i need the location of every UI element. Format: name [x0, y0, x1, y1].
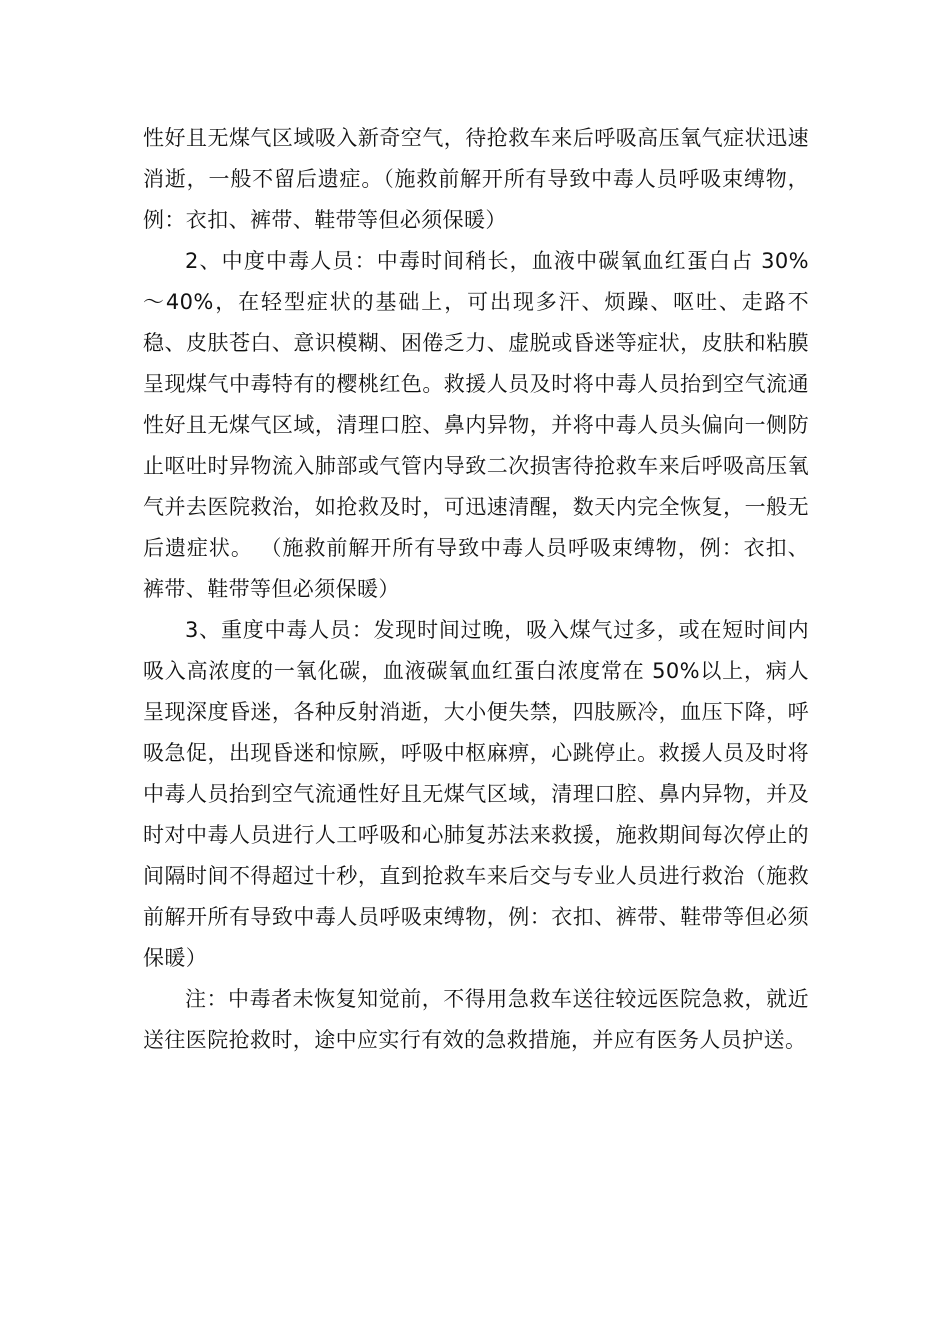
document-body: [143, 118, 809, 1061]
paragraph-severe-poisoning: 3、重度中毒人员：发现时间过晚，吸入煤气过多，或在短时间内吸入高浓度的一氧化碳，血液碳氧血红蛋白浓度常在 50%以上，病人呈现深度昏迷，各种反射消逝，大小便失禁，四肢厥冷，血压下降，呼吸急促，出现昏迷和惊厥，呼吸中枢麻痹，心跳停止。救援人员及时将中毒人员抬到空气流通性好且无煤气区域，清理口腔、鼻内异物，并及时对中毒人员进行人工呼吸和心肺复苏法来救援，施救期间每次停止的间隔时间不得超过十秒，直到抢救车来后交与专业人员进行救治（施救前解开所有导致中毒人员呼吸束缚物，例：衣扣、裤带、鞋带等但必须保暖）: [143, 618, 809, 970]
paragraph-moderate-poisoning: 2、中度中毒人员：中毒时间稍长，血液中碳氧血红蛋白占 30%～40%，在轻型症状的基础上，可出现多汗、烦躁、呕吐、走路不稳、皮肤苍白、意识模糊、困倦乏力、虚脱或昏迷等症状，皮肤和粘膜呈现煤气中毒特有的樱桃红色。救援人员及时将中毒人员抬到空气流通性好且无煤气区域，清理口腔、鼻内异物，并将中毒人员头偏向一侧防止呕吐时异物流入肺部或气管内导致二次损害待抢救车来后呼吸高压氧气并去医院救治，如抢救及时，可迅速清醒，数天内完全恢复，一般无后遗症状。 （施救前解开所有导致中毒人员呼吸束缚物，例：衣扣、裤带、鞋带等但必须保暖）: [143, 249, 809, 601]
paragraph-mild-poisoning-continuation: 性好且无煤气区域吸入新奇空气，待抢救车来后呼吸高压氧气症状迅速消逝，一般不留后遗症。（施救前解开所有导致中毒人员呼吸束缚物，例：衣扣、裤带、鞋带等但必须保暖）: [143, 126, 809, 232]
paragraph-note: 注：中毒者未恢复知觉前，不得用急救车送往较远医院急救，就近送往医院抢救时，途中应实行有效的急救措施，并应有医务人员护送。: [143, 987, 809, 1052]
